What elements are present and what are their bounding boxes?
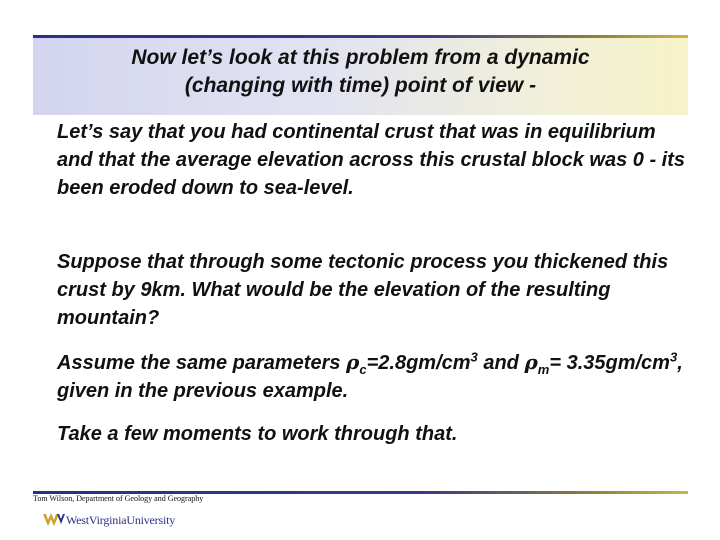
param-text: =2.8gm/cm — [366, 352, 471, 374]
paragraph-thickening: Suppose that through some tectonic process you thickened this crust by 9km. What would be the elevation of the resulting mountain? — [57, 251, 669, 329]
rho-symbol: ρ — [346, 350, 360, 374]
wvu-flying-wv-icon — [42, 511, 66, 529]
param-text: , given in the previous example. — [57, 352, 683, 402]
subscript-m: m — [537, 362, 550, 377]
subscript-c: c — [359, 362, 367, 377]
title-line-1: Now let’s look at this problem from a dynamic — [131, 46, 590, 69]
wvu-logo — [42, 510, 175, 530]
paragraph-parameters — [57, 348, 687, 405]
paragraph-prompt: Take a few moments to work through that. — [57, 423, 458, 445]
wvu-wordmark: WestVirginiaUniversity — [66, 512, 176, 527]
title-line-2: (changing with time) point of view - — [184, 74, 537, 97]
rho-symbol: ρ — [524, 350, 538, 374]
footer-credit: Tom Wilson, Department of Geology and Geography — [33, 494, 204, 503]
slide-title — [33, 44, 688, 100]
param-text: = 3.35gm/cm — [549, 352, 670, 374]
param-text: and — [477, 352, 525, 374]
paragraph-equilibrium: Let’s say that you had continental crust that was in equilibrium and that the average elevation across this crustal block was 0 - its been eroded down to sea-level. — [57, 121, 686, 199]
param-text: Assume the same parameters — [57, 352, 347, 374]
superscript-3: 3 — [470, 349, 478, 365]
superscript-3: 3 — [669, 349, 678, 365]
